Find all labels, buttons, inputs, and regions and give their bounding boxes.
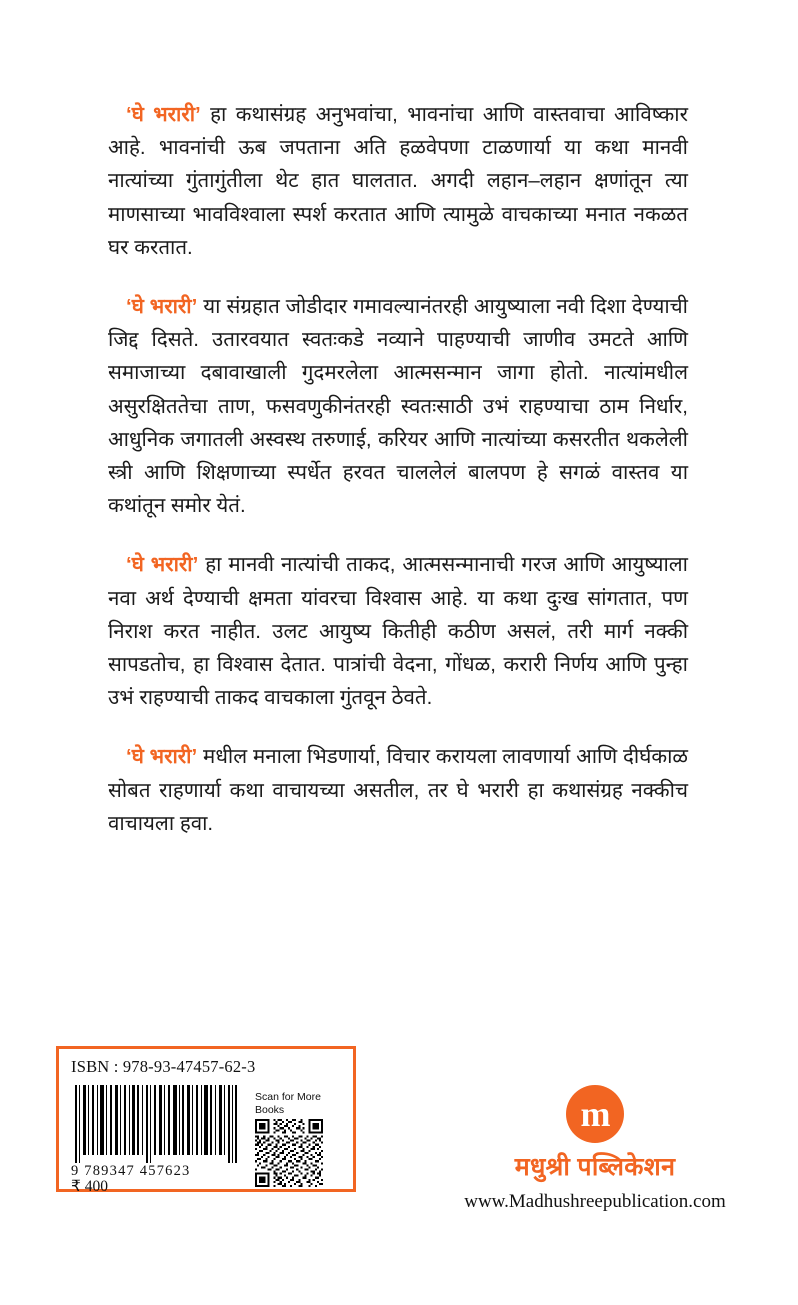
barcode-icon	[73, 1085, 239, 1163]
price-label: ₹ 400	[71, 1178, 108, 1195]
blurb-paragraph	[108, 290, 688, 522]
barcode-digits: 9 789347 457623	[71, 1163, 191, 1179]
publisher-block	[430, 1085, 760, 1213]
qr-code-icon[interactable]	[255, 1119, 323, 1187]
publisher-website[interactable]: www.Madhushreepublication.com	[464, 1191, 726, 1212]
publisher-name: मधुश्री पब्लिकेशन	[514, 1153, 676, 1181]
book-title-inline: ‘घे भरारी’	[126, 745, 198, 769]
blurb-paragraph-text: हा कथासंग्रह अनुभवांचा, भावनांचा आणि वास्तवाचा आविष्कार आहे. भावनांची ऊब जपताना अति हळवेपणा टाळणार्या या कथा मानवी नात्यांच्या गुंतागुंतीला थेट हात घालतात. अगदी लहान–लहान क्षणांतून त्या माणसाच्या भावविश्वाला स्पर्श करतात आणि त्यामुळे वाचकाच्या मनात नकळत घर करतात.	[108, 103, 688, 259]
blurb-paragraph	[108, 740, 688, 840]
book-title-inline: ‘घे भरारी’	[126, 553, 199, 577]
blurb-paragraph	[108, 548, 688, 714]
book-title-inline: ‘घे भरारी’	[126, 295, 198, 319]
blurb-paragraph	[108, 98, 688, 264]
isbn-barcode-box	[56, 1046, 356, 1195]
blurb-text-block	[108, 98, 688, 840]
scan-for-more-books-label: Scan for More Books	[255, 1091, 321, 1117]
blurb-paragraph-text: या संग्रहात जोडीदार गमावल्यानंतरही आयुष्याला नवी दिशा देण्याची जिद्द दिसते. उतारवयात स्वतःकडे नव्याने पाहण्याची जाणीव उमटते आणि समाजाच्या दबावाखाली गुदमरलेला आत्मसन्मान जागा होतो. नात्यांमधील असुरक्षिततेचा ताण, फसवणुकीनंतरही स्वतःसाठी उभं राहण्याचा ठाम निर्धार, आधुनिक जगातली अस्वस्थ तरुणाई, करियर आणि नात्यांच्या कसरतीत थकलेली स्त्री आणि शिक्षणाच्या स्पर्धेत हरवत चाललेलं बालपण हे सगळं वास्तव या कथांतून समोर येतं.	[108, 295, 688, 518]
madhushree-logo-icon: m	[566, 1085, 624, 1143]
book-title-inline: ‘घे भरारी’	[126, 103, 201, 126]
blurb-paragraph-text: मधील मनाला भिडणार्या, विचार करायला लावणार्या आणि दीर्घकाळ सोबत राहणार्या कथा वाचायच्या असतील, तर घे भरारी हा कथासंग्रह नक्कीच वाचायला हवा.	[108, 745, 688, 835]
blurb-paragraph-text: हा मानवी नात्यांची ताकद, आत्मसन्मानाची गरज आणि आयुष्याला नवा अर्थ देण्याची क्षमता यांवरचा विश्वास आहे. या कथा दुःख सांगतात, पण निराश करत नाहीत. उलट आयुष्य कितीही कठीण असलं, तरी मार्ग नक्की सापडतोच, हा विश्वास देतात. पात्रांची वेदना, गोंधळ, करारी निर्णय आणि पुन्हा उभं राहण्याची ताकद वाचकाला गुंतवून ठेवते.	[108, 553, 688, 710]
isbn-label: ISBN : 978-93-47457-62-3	[71, 1057, 256, 1076]
